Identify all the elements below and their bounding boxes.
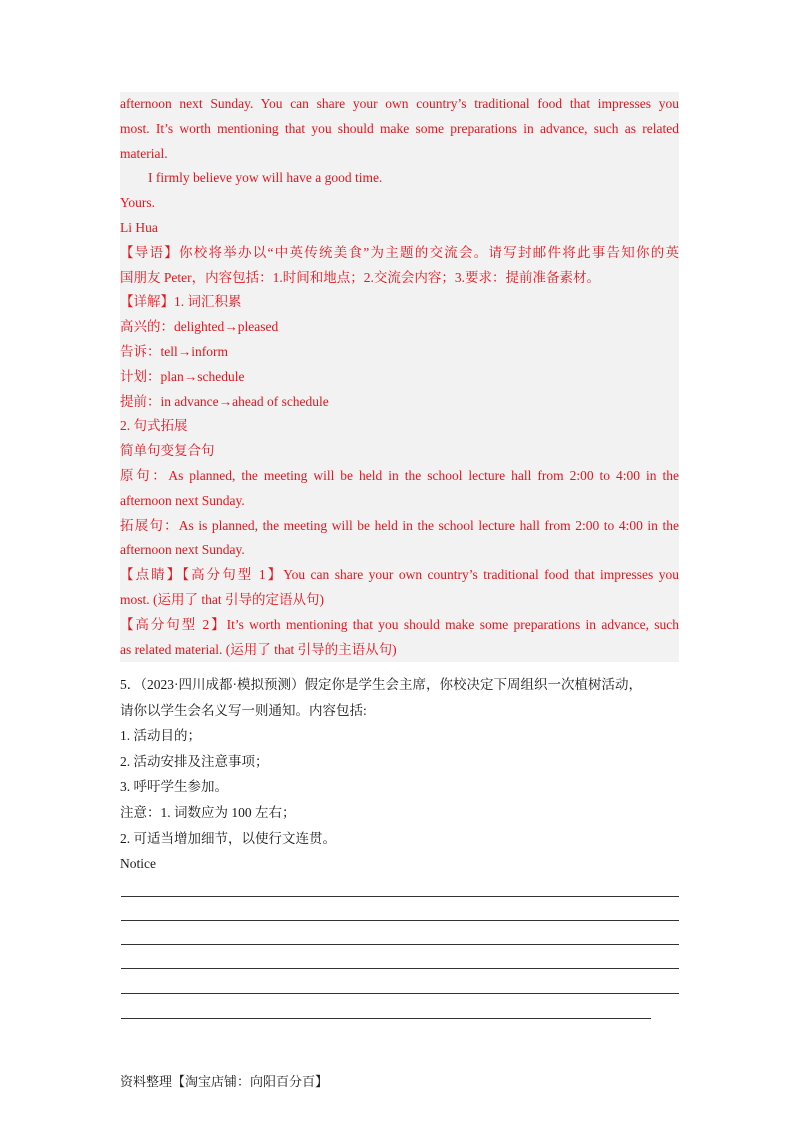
question-line: 注意：1. 词数应为 100 左右； [120, 804, 296, 820]
question-line: 5．（2023·四川成都·模拟预测）假定你是学生会主席，你校决定下周组织一次植树活动， [120, 677, 642, 692]
question-line: 2. 可适当增加细节，以使行文连贯。 [120, 830, 336, 846]
answer-line: 【点睛】【高分句型 1】You can share your own country’s traditional food that impresses you [120, 567, 679, 583]
writing-line[interactable] [121, 920, 679, 921]
writing-line[interactable] [121, 944, 679, 945]
question-line: Notice [120, 856, 156, 872]
answer-line: 简单句变复合句 [120, 443, 215, 459]
answer-line: I firmly believe yow will have a good time. [148, 170, 383, 186]
footer-source: 资料整理【淘宝店铺：向阳百分百】 [120, 1074, 329, 1089]
answer-line: 原句：As planned, the meeting will be held in the school lecture hall from 2:00 to 4:00 in the [120, 467, 679, 483]
answer-line: afternoon next Sunday. [120, 492, 245, 508]
answer-line: 国朋友 Peter，内容包括：1.时间和地点；2.交流会内容；3.要求：提前准备素材。 [120, 269, 600, 285]
answer-line: 计划：plan→schedule [120, 368, 245, 384]
answer-line: Li Hua [120, 219, 158, 235]
writing-line[interactable] [121, 896, 679, 897]
answer-line: Yours. [120, 195, 156, 211]
question-line: 请你以学生会名义写一则通知。内容包括: [120, 702, 367, 718]
question-section [120, 672, 679, 877]
answer-line: 提前：in advance→ahead of schedule [120, 393, 329, 409]
question-line: 1. 活动目的； [120, 728, 201, 744]
answer-line: 告诉：tell→inform [120, 343, 228, 359]
answer-line: 高兴的：delighted→pleased [120, 319, 279, 335]
answer-line: most. (运用了 that 引导的定语从句) [120, 591, 324, 607]
writing-line[interactable] [121, 968, 679, 969]
answer-line: 【详解】1. 词汇积累 [120, 294, 242, 310]
writing-line[interactable] [121, 993, 679, 994]
answer-line: afternoon next Sunday. You can share your own country’s traditional food that impresses you [120, 96, 679, 111]
writing-line[interactable] [121, 1018, 651, 1019]
question-line: 3. 呼吁学生参加。 [120, 779, 228, 795]
answer-section [120, 92, 679, 662]
answer-line: 【导语】你校将举办以“中英传统美食”为主题的交流会。请写封邮件将此事告知你的英 [120, 244, 679, 260]
question-line: 2. 活动安排及注意事项； [120, 753, 269, 769]
answer-line: afternoon next Sunday. [120, 542, 245, 558]
answer-line: 【高分句型 2】It’s worth mentioning that you should make some preparations in advance, such [120, 616, 679, 632]
answer-line: as related material. (运用了 that 引导的主语从句) [120, 641, 397, 657]
answer-line: most. It’s worth mentioning that you should make some preparations in advance, such as related [120, 120, 679, 136]
answer-line: 拓展句：As is planned, the meeting will be held in the school lecture hall from 2:00 to 4:00 in the [120, 517, 679, 533]
answer-line: 2. 句式拓展 [120, 418, 188, 434]
answer-line: material. [120, 145, 168, 161]
